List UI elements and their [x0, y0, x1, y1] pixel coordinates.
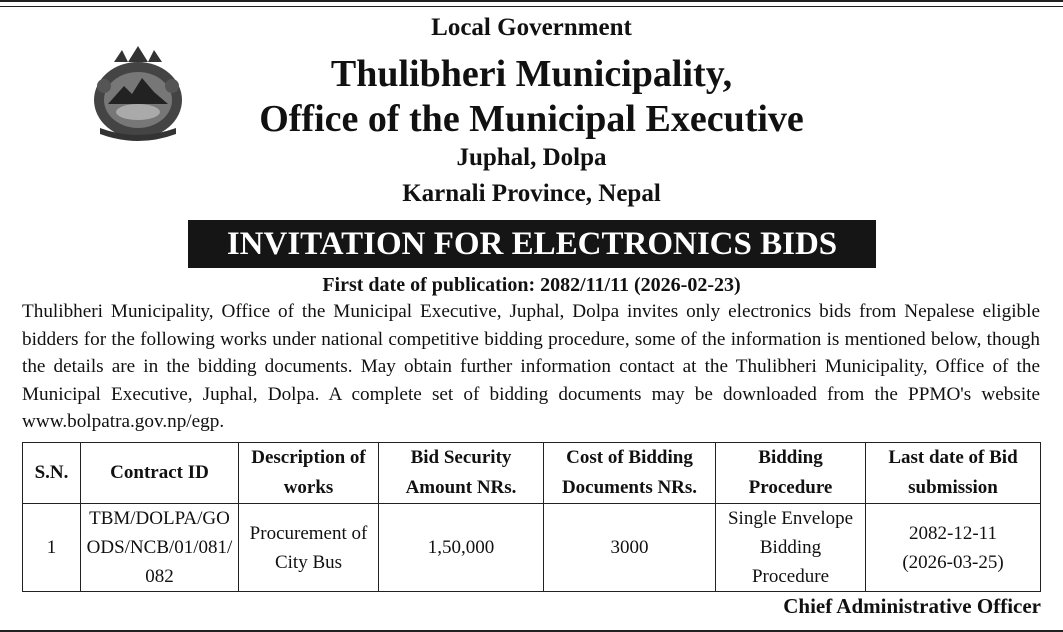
last-date-ad: (2026-03-25)	[902, 551, 1004, 573]
cell-description: Procurement of City Bus	[239, 504, 379, 592]
municipality-name: Thulibheri Municipality,	[330, 53, 733, 95]
government-label: Local Government	[431, 14, 632, 41]
col-header-sn: S.N.	[23, 443, 81, 504]
notice-title: INVITATION FOR ELECTRONICS BIDS	[188, 220, 876, 268]
cell-procedure: Single Envelope Bidding Procedure	[716, 504, 866, 592]
signature-title: Chief Administrative Officer	[783, 594, 1041, 618]
col-header-bid-security: Bid Security Amount NRs.	[379, 443, 544, 504]
col-header-last-date: Last date of Bid submission	[866, 443, 1041, 504]
cell-last-date	[866, 504, 1041, 592]
office-name: Office of the Municipal Executive	[259, 98, 804, 140]
table-row	[23, 504, 1041, 592]
bid-table	[22, 442, 1041, 592]
last-date-bs: 2082-12-11	[909, 522, 997, 544]
cell-bid-security: 1,50,000	[379, 504, 544, 592]
col-header-procedure: Bidding Procedure	[716, 443, 866, 504]
cell-contract-id: TBM/DOLPA/GOODS/NCB/01/081/082	[81, 504, 239, 592]
publication-date: First date of publication: 2082/11/11 (2026-02-23)	[322, 274, 741, 296]
office-address: Juphal, Dolpa	[456, 144, 607, 171]
cell-sn: 1	[23, 504, 81, 592]
col-header-contract-id: Contract ID	[81, 443, 239, 504]
cell-doc-cost: 3000	[544, 504, 716, 592]
office-province: Karnali Province, Nepal	[402, 180, 661, 207]
col-header-doc-cost: Cost of Bidding Documents NRs.	[544, 443, 716, 504]
table-header-row	[23, 443, 1041, 504]
notice-body: Thulibheri Municipality, Office of the Municipal Executive, Juphal, Dolpa invites only electronics bids from Nepalese eligible bidders for the following works under national competitive bidding procedure, some of the information is mentioned below, though the details are in the bidding documents. May obtain further information contact at the Thulibheri Municipality, Office of the Municipal Executive, Juphal, Dolpa. A complete set of bidding documents may be downloaded from the PPMO's website www.bolpatra.gov.np/egp.	[22, 301, 1040, 433]
col-header-description: Description of works	[239, 443, 379, 504]
